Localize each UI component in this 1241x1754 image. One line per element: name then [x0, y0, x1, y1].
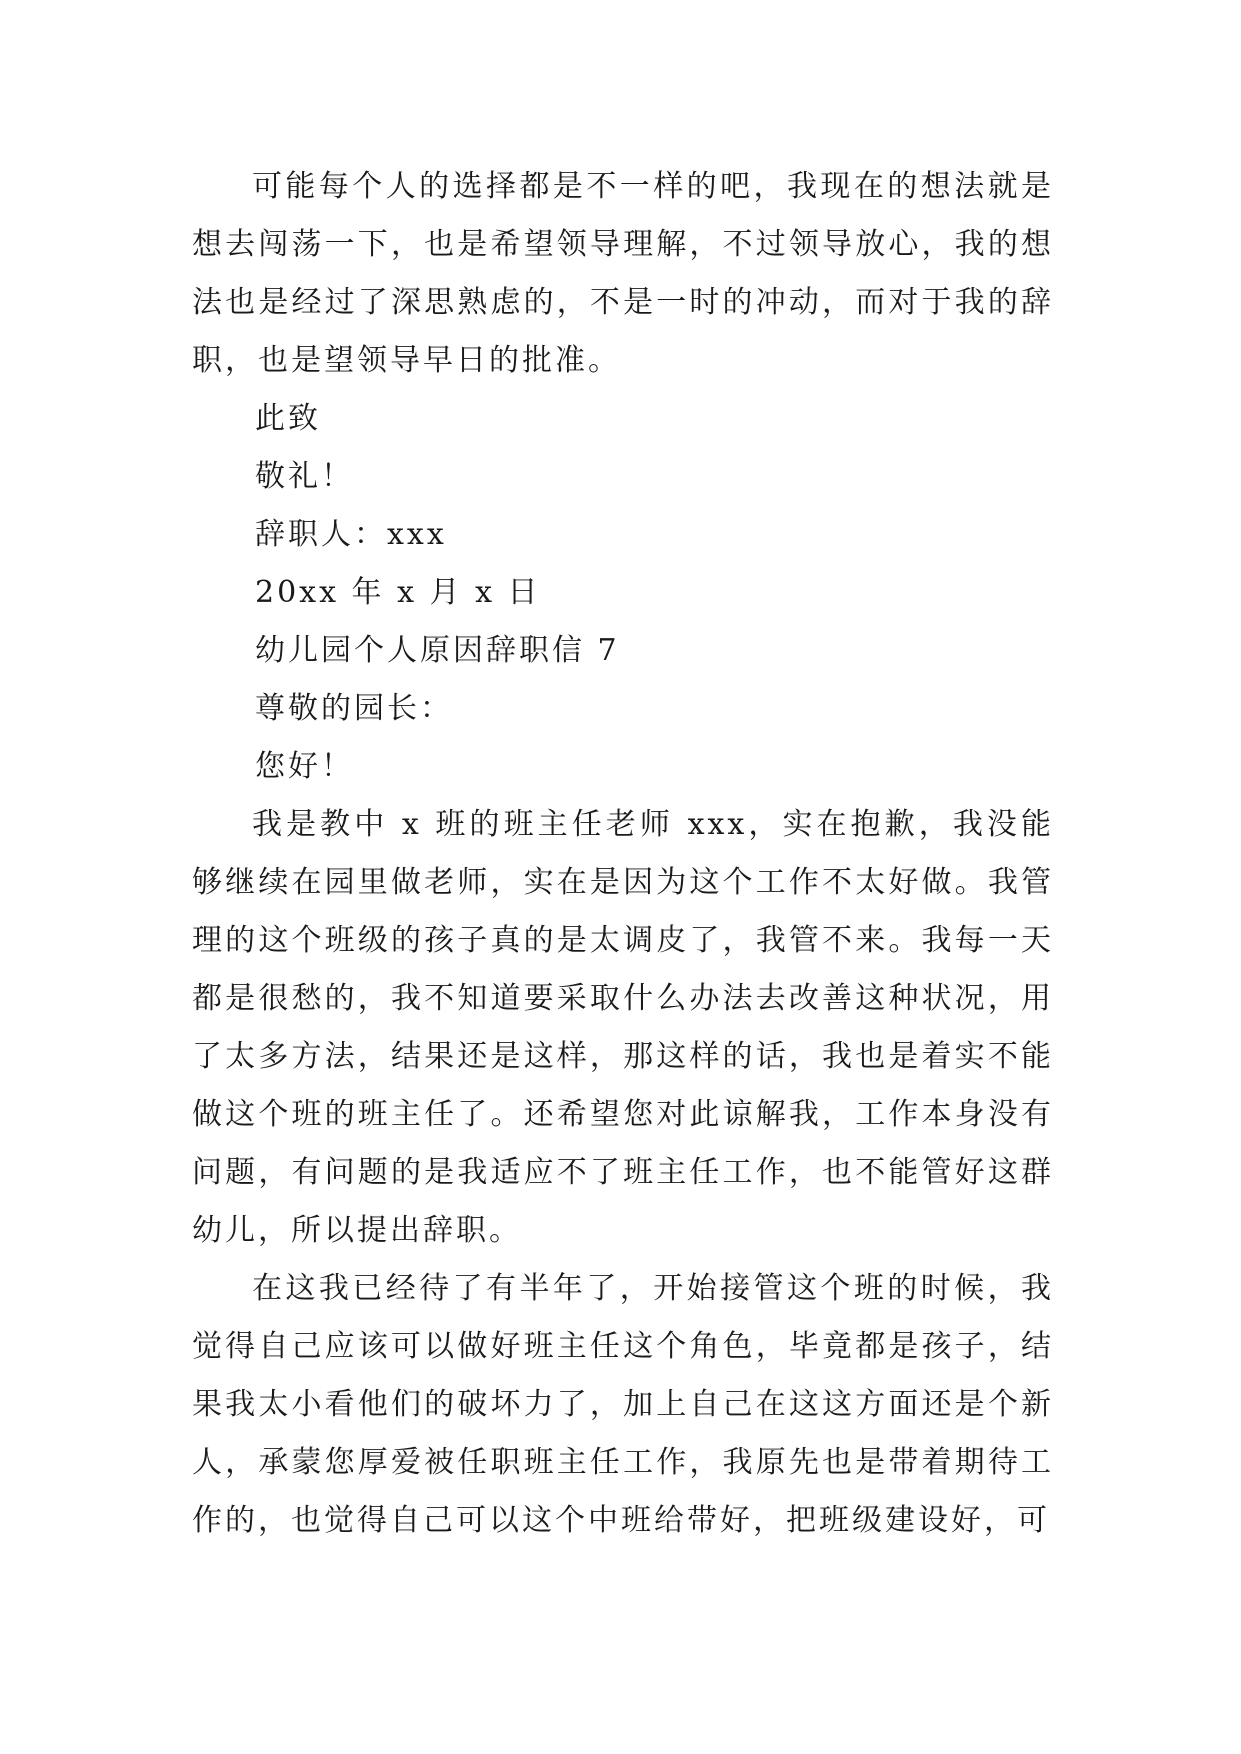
paragraph-reason: 可能每个人的选择都是不一样的吧，我现在的想法就是想去闯荡一下，也是希望领导理解，不过领导放心，我的想法也是经过了深思熟虑的，不是一时的冲动，而对于我的辞职，也是望领导早日的批准。 — [192, 169, 1054, 378]
date-line: 20xx 年 x 月 x 日 — [255, 575, 541, 610]
document-body — [192, 158, 1054, 1550]
letter-title: 幼儿园个人原因辞职信 7 — [255, 633, 620, 668]
salutation: 尊敬的园长： — [255, 691, 453, 726]
signature-line: 辞职人：xxx — [255, 517, 447, 552]
paragraph-introduction: 我是教中 x 班的班主任老师 xxx，实在抱歉，我没能够继续在园里做老师，实在是因为这个工作不太好做。我管理的这个班级的孩子真的是太调皮了，我管不来。我每一天都是很愁的，我不知道要采取什么办法去改善这种状况，用了太多方法，结果还是这样，那这样的话，我也是着实不能做这个班的班主任了。还希望您对此谅解我，工作本身没有问题，有问题的是我适应不了班主任工作，也不能管好这群幼儿，所以提出辞职。 — [192, 807, 1054, 1248]
closing-salute: 敬礼！ — [255, 459, 354, 494]
closing-line: 此致 — [255, 401, 321, 436]
paragraph-experience: 在这我已经待了有半年了，开始接管这个班的时候，我觉得自己应该可以做好班主任这个角色，毕竟都是孩子，结果我太小看他们的破坏力了，加上自己在这这方面还是个新人，承蒙您厚爱被任职班主任工作，我原先也是带着期待工作的，也觉得自己可以这个中班给带好，把班级建设好，可 — [192, 1271, 1054, 1538]
greeting: 您好！ — [255, 749, 354, 784]
